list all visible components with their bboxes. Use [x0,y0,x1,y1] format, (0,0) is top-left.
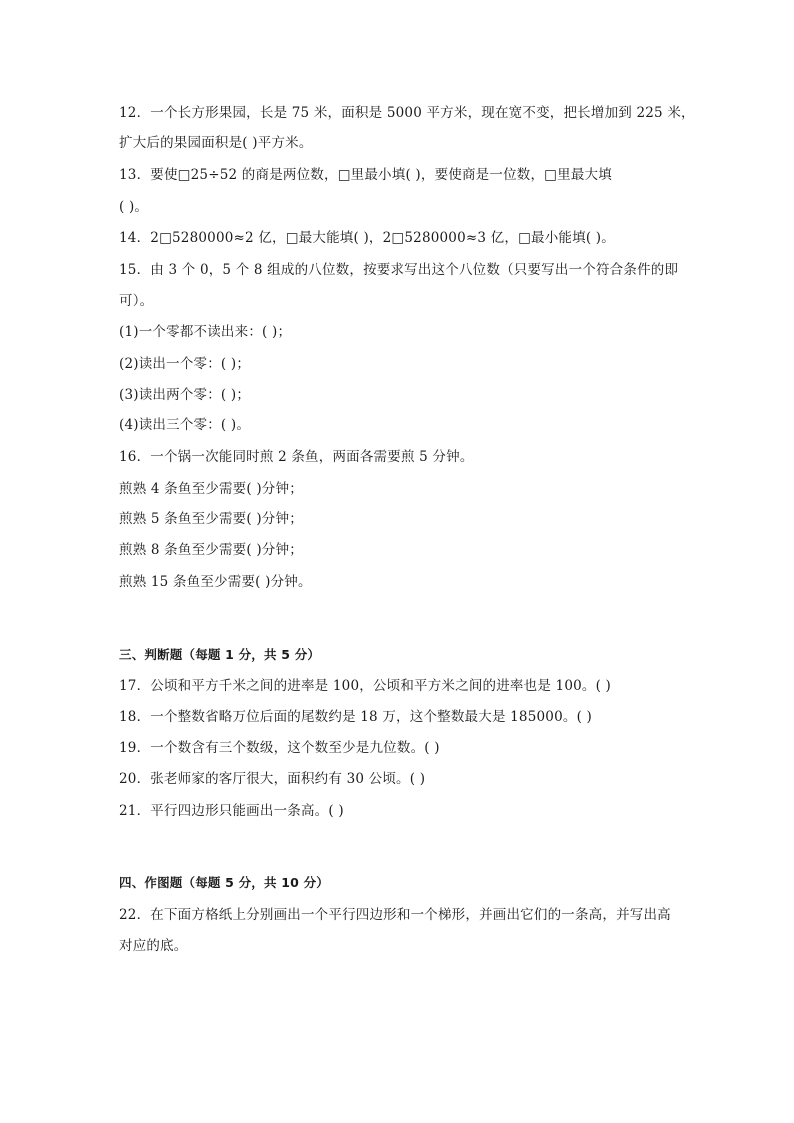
section-3-heading: 三、判断题（每题 1 分，共 5 分） [119,647,321,662]
q12-line-1: 12．一个长方形果园，长是 75 米，面积是 5000 平方米，现在宽不变，把长增加到 225 米， [119,105,695,121]
q22-line-2: 对应的底。 [119,938,188,954]
q16-item-3: 煎熟 8 条鱼至少需要( )分钟； [119,542,303,558]
q18-line: 18．一个整数省略万位后面的尾数约是 18 万，这个整数最大是 185000。( ) [119,709,592,725]
q14-line: 14．2□5280000≈2 亿，□最大能填( )，2□5280000≈3 亿，□最小能填( )。 [119,230,615,246]
q13-line-2: ( )。 [119,199,149,215]
q20-line: 20．张老师家的客厅很大，面积约有 30 公顷。( ) [119,771,426,787]
q13-line-1: 13．要使□25÷52 的商是两位数，□里最小填( )，要使商是一位数，□里最大填 [119,167,612,183]
q15-item-3: (3)读出两个零：( )； [119,387,251,403]
q16-item-1: 煎熟 4 条鱼至少需要( )分钟； [119,481,303,497]
q15-item-4: (4)读出三个零：( )。 [119,417,251,433]
q22-line-1: 22．在下面方格纸上分别画出一个平行四边形和一个梯形，并画出它们的一条高，并写出高 [119,907,671,923]
q21-line: 21．平行四边形只能画出一条高。( ) [119,803,344,819]
q12-line-2: 扩大后的果园面积是( )平方米。 [119,135,313,151]
q16-item-2: 煎熟 5 条鱼至少需要( )分钟； [119,511,303,527]
q19-line: 19．一个数含有三个数级，这个数至少是九位数。( ) [119,740,440,756]
q17-line: 17．公顷和平方千米之间的进率是 100，公顷和平方米之间的进率也是 100。( ) [119,678,612,694]
q15-item-1: (1)一个零都不读出来：( )； [119,324,292,340]
q16-line: 16．一个锅一次能同时煎 2 条鱼，两面各需要煎 5 分钟。 [119,449,474,465]
q15-item-2: (2)读出一个零：( )； [119,356,251,372]
section-4-heading: 四、作图题（每题 5 分，共 10 分） [119,875,330,890]
q15-line-2: 可）。 [119,293,154,309]
q16-item-4: 煎熟 15 条鱼至少需要( )分钟。 [119,574,312,590]
q15-line-1: 15．由 3 个 0，5 个 8 组成的八位数，按要求写出这个八位数（只要写出一个符合条件的即 [119,262,679,278]
